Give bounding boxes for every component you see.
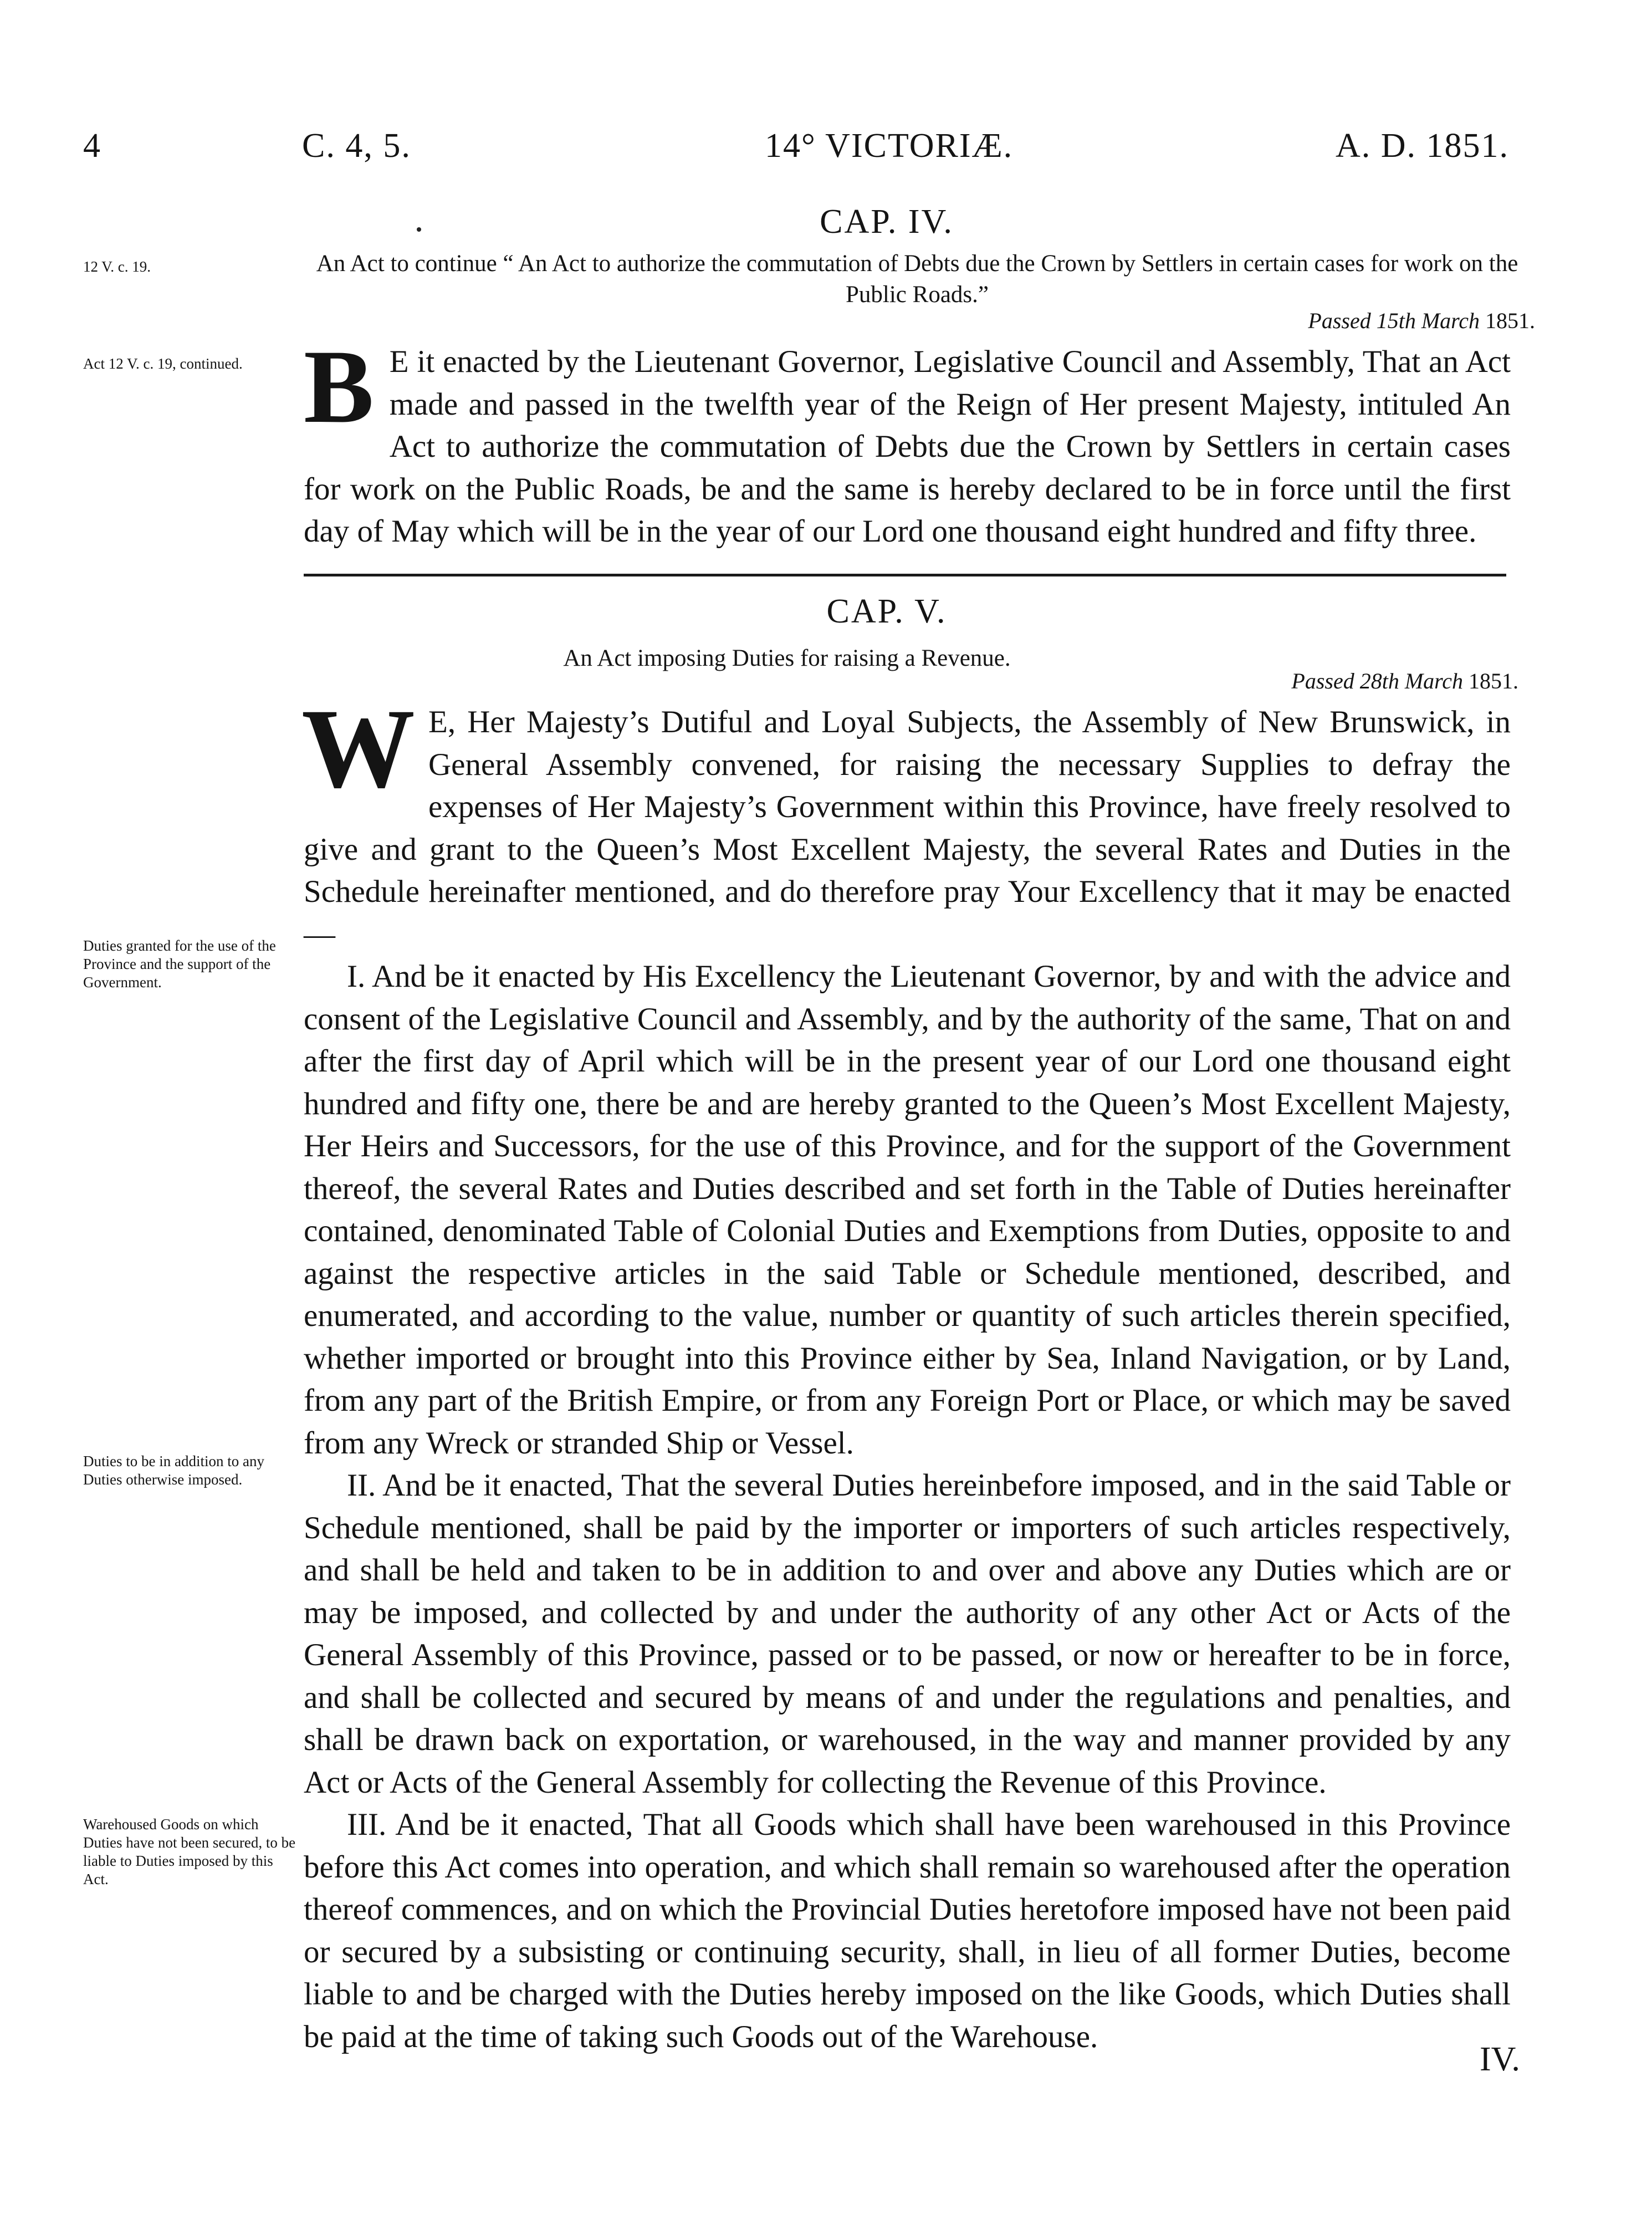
regnal-year: 14° VICTORIÆ. (765, 127, 1014, 165)
cap-v-body (301, 686, 1511, 2058)
cap-v-title: An Act imposing Duties for raising a Revenue. (563, 645, 1011, 671)
cap-iv-passed-date (299, 308, 1535, 334)
preamble (301, 686, 1511, 956)
cap-iv-title: An Act to continue “ An Act to authorize the commutation of Debts due the Crown by Settlers in certain cases for work on the Public Roads.” (316, 251, 1518, 308)
passed-label: Passed 15th March (1308, 308, 1480, 333)
passed-year: 1851. (1469, 669, 1518, 693)
margin-note-12-v-c-19: 12 V. c. 19. (83, 258, 151, 275)
margin-note-section-i: Duties granted for the use of the Province and the support of the Government. (83, 937, 276, 991)
cap-v-heading: CAP. V. (826, 593, 947, 630)
cap-iv-enactment-text: E it enacted by the Lieutenant Governor, Legislative Council and Assembly, That an Act made and passed in the twelfth year of the Reign of Her present Majesty, intituled An Act to authorize the commutation of Debts due the Crown by Settlers in certain cases for work on the Public Roads, be and the same is hereby declared to be in force until the first day of May which will be in the year of our Lord one thousand eight hundred and fifty three. (304, 344, 1511, 549)
passed-year: 1851. (1485, 308, 1535, 333)
section-ii: II. And be it enacted, That the several Duties hereinbefore imposed, and in the said Table or Schedule mentioned, shall be paid by the importer or importers of such articles respectively, and shall be held and taken to be in addition to and over and above any Duties which are or may be imposed, and collected by and under the authority of any other Act or Acts of the General Assembly of this Province, passed or to be passed, or now or hereafter to be in force, and shall be collected and secured by means of and under the regulations and penalties, and shall be drawn back on exportation, or warehoused, in the way and manner provided by any Act or Acts of the General Assembly for collecting the Revenue of this Province. (304, 1468, 1511, 1800)
chapter-reference: C. 4, 5. (302, 127, 411, 165)
section-iii: III. And be it enacted, That all Goods which shall have been warehoused in this Province before this Act comes into operation, and which shall remain so warehoused after the operation thereof commences, and on which the Provincial Duties heretofore imposed have not been paid or secured by a subsisting or continuing security, shall, in lieu of all former Duties, become liable to and be charged with the Duties hereby imposed on the like Goods, which Duties shall be paid at the time of taking such Goods out of the Warehouse. (304, 1807, 1511, 2054)
cap-v-passed-date (299, 668, 1518, 694)
margin-note-act-continued: Act 12 V. c. 19, continued. (83, 355, 243, 372)
cap-iv-enactment (304, 329, 1511, 553)
section-divider (304, 574, 1506, 576)
margin-note-section-ii: Duties to be in addition to any Duties otherwise imposed. (83, 1453, 264, 1488)
catchword: IV. (1480, 2040, 1520, 2078)
preamble-text: E, Her Majesty’s Dutiful and Loyal Subjects, the Assembly of New Brunswick, in General Assembly convened, for raising the necessary Supplies to defray the expenses of Her Majesty’s Government within this Province, have freely resolved to give and grant to the Queen’s Most Excellent Majesty, the several Rates and Duties in the Schedule hereinafter mentioned, and do therefore pray Your Excellency that it may be enacted— (304, 705, 1511, 952)
drop-cap-b: B (304, 329, 374, 445)
cap-iv-heading: CAP. IV. (820, 203, 954, 241)
page-number: 4 (83, 127, 101, 165)
passed-label: Passed 28th March (1291, 669, 1463, 693)
drop-cap-w: W (301, 686, 415, 812)
header-year: A. D. 1851. (1336, 127, 1510, 165)
margin-note-section-iii: Warehoused Goods on which Duties have not been secured, to be liable to Duties imposed by this Act. (83, 1816, 296, 1887)
section-i: I. And be it enacted by His Excellency the Lieutenant Governor, by and with the advice and consent of the Legislative Council and Assembly, and by the authority of the same, That on and after the first day of April which will be in the present year of our Lord one thousand eight hundred and fifty one, there be and are hereby granted to the Queen’s Most Excellent Majesty, Her Heirs and Successors, for the use of this Province, and for the support of the Government thereof, the several Rates and Duties described and set forth in the Table of Duties hereinafter contained, denominated Table of Colonial Duties and Exemptions from Duties, opposite to and against the respective articles in the said Table or Schedule mentioned, described, and enumerated, and according to the value, number or quantity of such articles therein specified, whether imported or brought into this Province either by Sea, Inland Navigation, or by Land, from any part of the British Empire, or from any Foreign Port or Place, or which may be saved from any Wreck or stranded Ship or Vessel. (304, 959, 1511, 1461)
